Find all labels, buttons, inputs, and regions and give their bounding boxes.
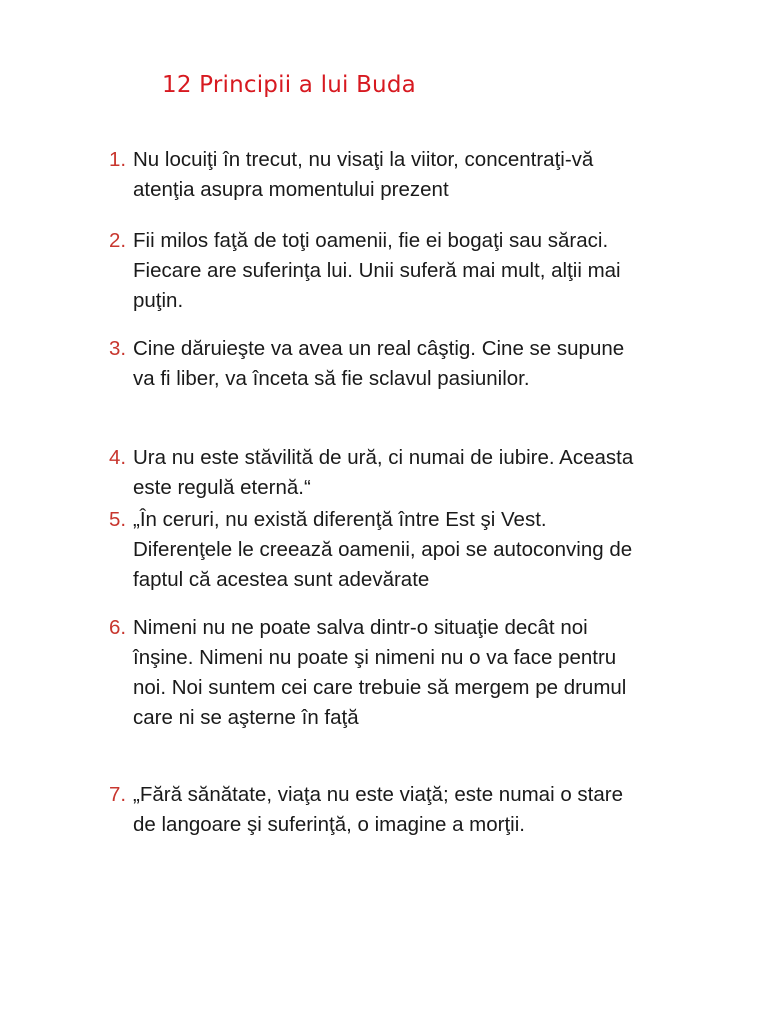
text-line: înşine. Nimeni nu poate şi nimeni nu o va face pentru: [133, 646, 617, 669]
list-item: [109, 780, 709, 840]
list-item-text: [133, 226, 713, 316]
list-item-number: 2.: [109, 229, 127, 252]
text-line: este regulă eternă.“: [133, 476, 311, 499]
text-line: „Fără sănătate, viaţa nu este viaţă; este numai o stare: [133, 783, 623, 806]
text-line: Ura nu este stăvilită de ură, ci numai de iubire. Aceasta: [133, 446, 634, 469]
list-item-number: 1.: [109, 148, 127, 171]
list-item: [109, 226, 709, 316]
list-item-number: 3.: [109, 337, 127, 360]
list-item-number: 7.: [109, 783, 127, 806]
text-line: puţin.: [133, 289, 184, 312]
text-line: Fii milos faţă de toţi oamenii, fie ei bogaţi sau săraci.: [133, 229, 609, 252]
list-item-number: 5.: [109, 508, 127, 531]
list-item-text: [133, 505, 713, 595]
list-item-text: [133, 613, 713, 733]
text-line: faptul că acestea sunt adevărate: [133, 568, 430, 591]
text-line: Cine dăruieşte va avea un real câştig. Cine se supune: [133, 337, 625, 360]
text-line: va fi liber, va înceta să fie sclavul pasiunilor.: [133, 367, 530, 390]
list-item-text: [133, 145, 713, 205]
list-item-number: 6.: [109, 616, 127, 639]
list-item: [109, 443, 709, 503]
text-line: Diferenţele le creează oamenii, apoi se autoconving de: [133, 538, 633, 561]
list-item: [109, 334, 709, 394]
list-item-text: [133, 780, 713, 840]
list-item-text: [133, 334, 713, 394]
text-line: Fiecare are suferinţa lui. Unii suferă mai mult, alţii mai: [133, 259, 621, 282]
text-line: de langoare şi suferinţă, o imagine a morţii.: [133, 813, 525, 836]
text-line: Nu locuiţi în trecut, nu visaţi la viitor, concentraţi-vă: [133, 148, 594, 171]
text-line: noi. Noi suntem cei care trebuie să mergem pe drumul: [133, 676, 627, 699]
text-line: Nimeni nu ne poate salva dintr-o situaţie decât noi: [133, 616, 588, 639]
list-item: [109, 145, 709, 205]
list-item: [109, 505, 709, 595]
page-title: 12 Principii a lui Buda: [162, 72, 416, 98]
text-line: atenţia asupra momentului prezent: [133, 178, 449, 201]
text-line: „În ceruri, nu există diferenţă între Est şi Vest.: [133, 508, 547, 531]
list-item-number: 4.: [109, 446, 127, 469]
text-line: care ni se aşterne în faţă: [133, 706, 359, 729]
list-item: [109, 613, 709, 733]
list-item-text: [133, 443, 713, 503]
